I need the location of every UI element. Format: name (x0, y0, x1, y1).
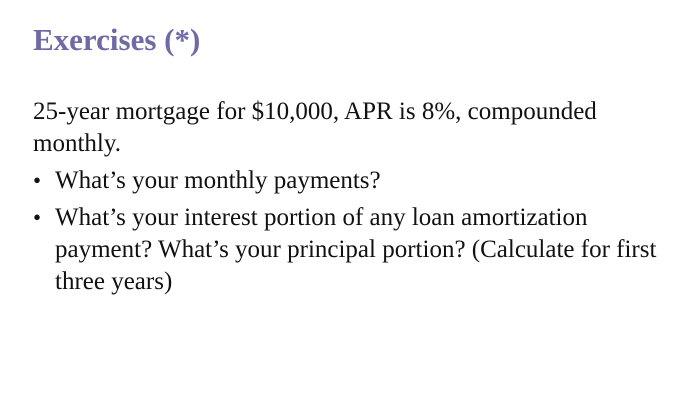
intro-paragraph: 25-year mortgage for $10,000, APR is 8%, compounded monthly. (33, 98, 597, 157)
bullet-text-interest-principal: What’s your interest portion of any loan amortization payment? What’s your principal portion? (Calculate for first three years) (55, 204, 657, 295)
bullet-list (33, 165, 683, 298)
bullet-item-monthly-payment (33, 165, 683, 197)
bullet-dot-icon: • (33, 205, 42, 230)
bullet-text-monthly-payment: What’s your monthly payments? (55, 167, 381, 194)
slide-title: Exercises (*) (33, 22, 201, 57)
bullet-dot-icon: • (33, 168, 42, 193)
bullet-item-interest-principal (33, 202, 683, 298)
slide-body (33, 96, 683, 303)
